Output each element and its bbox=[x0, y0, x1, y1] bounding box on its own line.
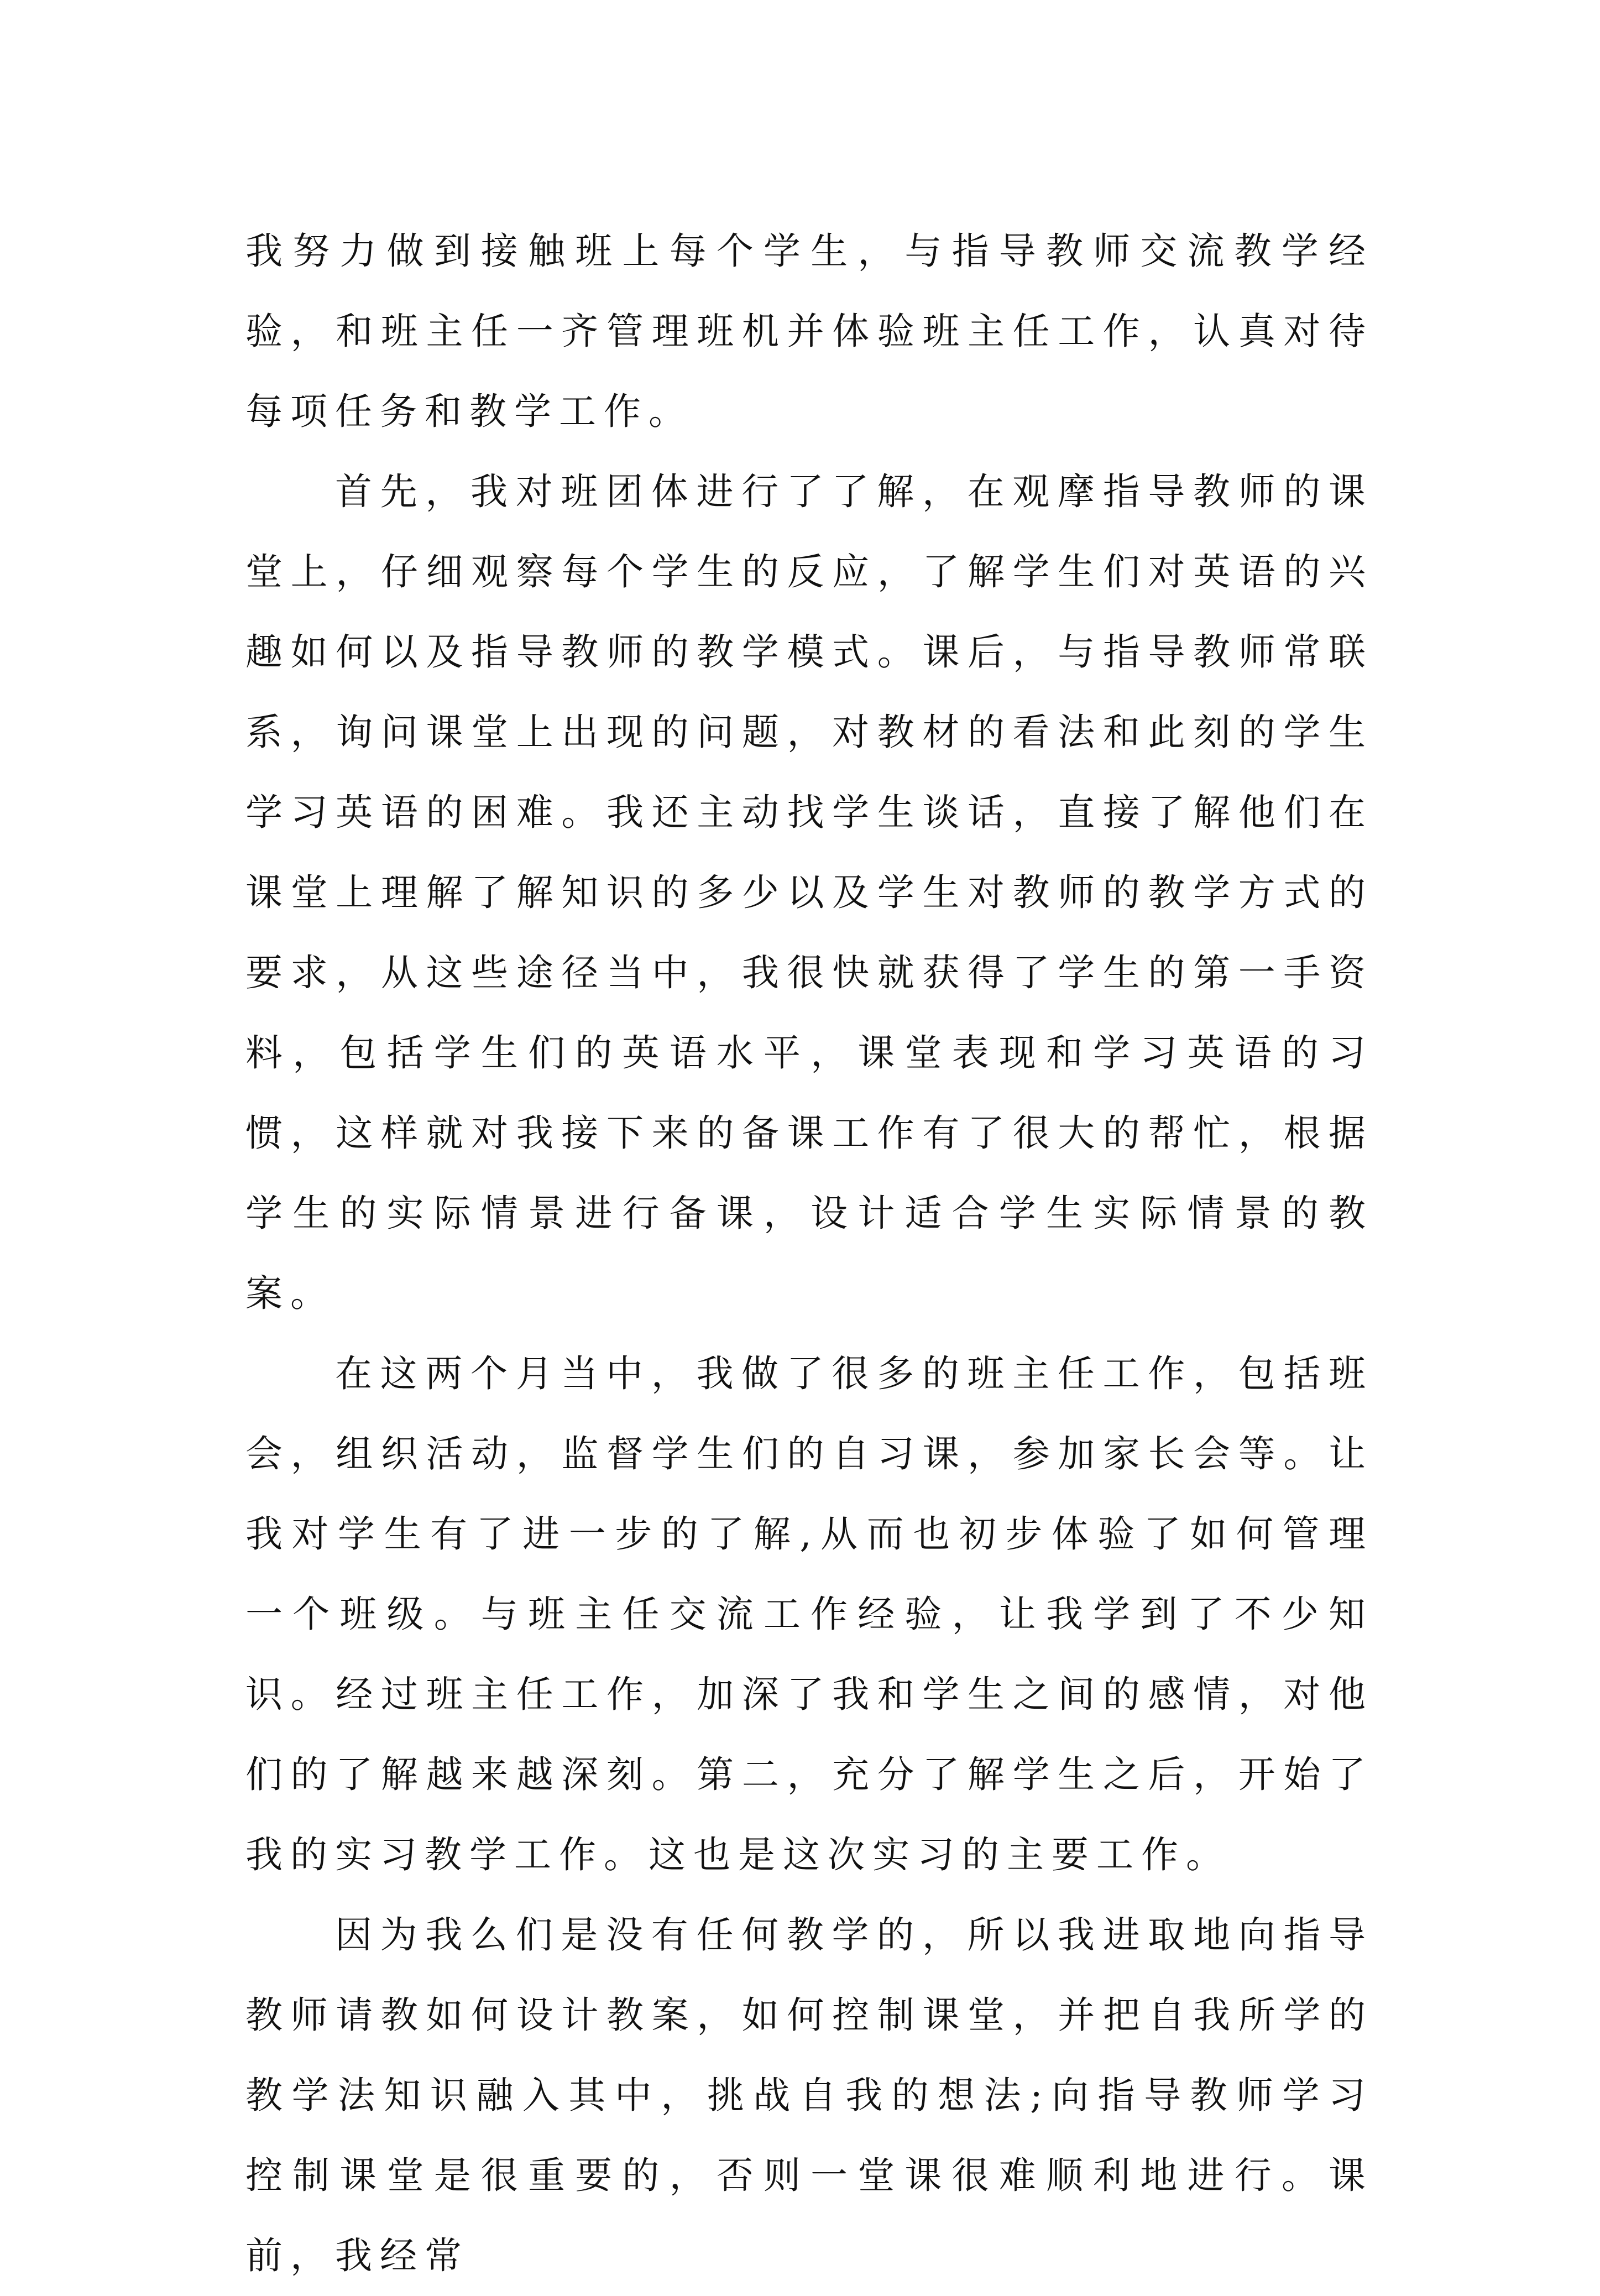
document-body bbox=[245, 211, 1373, 2296]
paragraph-3: 在这两个月当中，我做了很多的班主任工作，包括班会，组织活动，监督学生们的自习课，参加家长会等。让我对学生有了进一步的了解,从而也初步体验了如何管理一个班级。与班主任交流工作经验，让我学到了不少知识。经过班主任工作，加深了我和学生之间的感情，对他们的了解越来越深刻。第二，充分了解学生之后，开始了我的实习教学工作。这也是这次实习的主要工作。 bbox=[245, 1352, 1373, 1876]
paragraph-1: 我努力做到接触班上每个学生，与指导教师交流教学经验，和班主任一齐管理班机并体验班主任工作，认真对待每项任务和教学工作。 bbox=[245, 229, 1373, 433]
paragraph-2: 首先，我对班团体进行了了解，在观摩指导教师的课堂上，仔细观察每个学生的反应，了解学生们对英语的兴趣如何以及指导教师的教学模式。课后，与指导教师常联系，询问课堂上出现的问题，对教材的看法和此刻的学生学习英语的困难。我还主动找学生谈话，直接了解他们在课堂上理解了解知识的多少以及学生对教师的教学方式的要求，从这些途径当中，我很快就获得了学生的第一手资料，包括学生们的英语水平，课堂表现和学习英语的习惯，这样就对我接下来的备课工作有了很大的帮忙，根据学生的实际情景进行备课，设计适合学生实际情景的教案。 bbox=[245, 470, 1373, 1315]
paragraph-4: 因为我么们是没有任何教学的，所以我进取地向指导教师请教如何设计教案，如何控制课堂，并把自我所学的教学法知识融入其中，挑战自我的想法;向指导教师学习控制课堂是很重要的，否则一堂课很难顺利地进行。课前，我经常 bbox=[245, 1913, 1373, 2277]
